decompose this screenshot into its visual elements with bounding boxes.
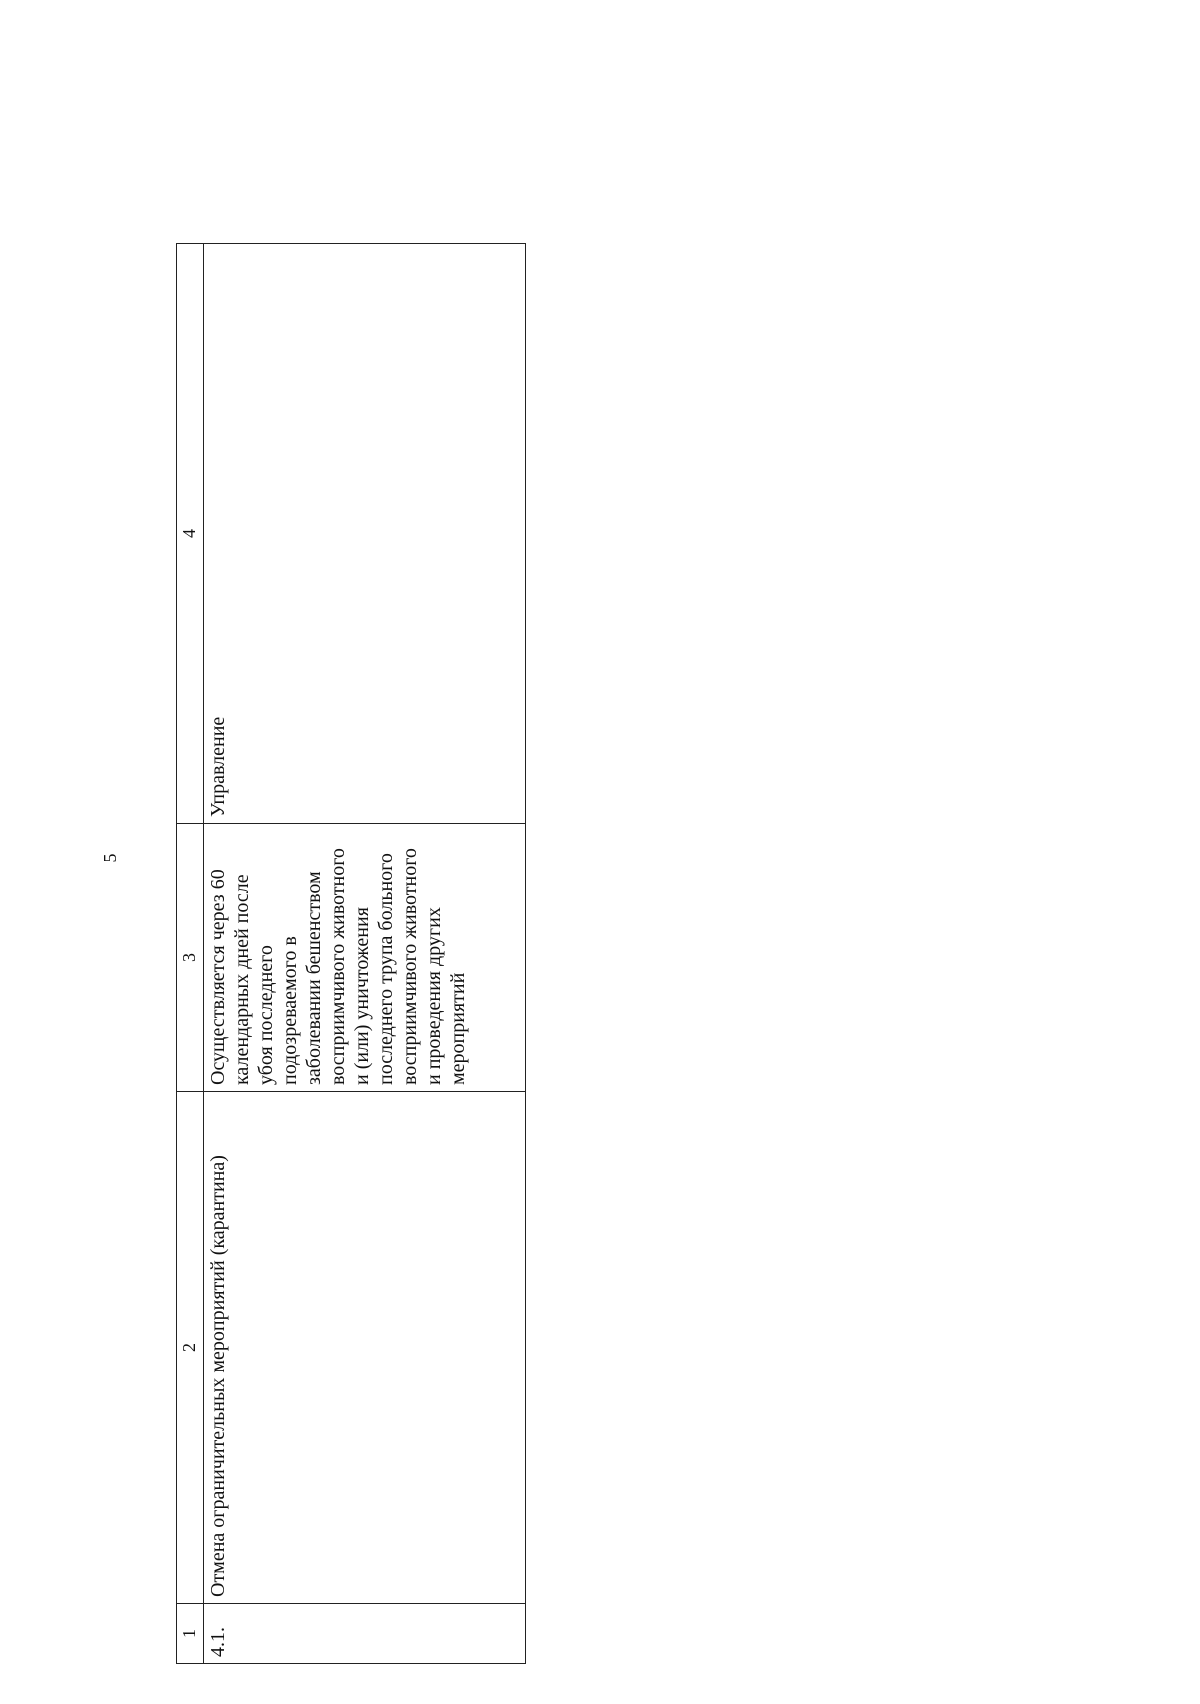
page-number: 5 [100,853,120,863]
deadline-text: Осуществляется через 60 календарных дней после убоя последнего подозреваемого в заболевании бешенством восприимчивого животного и (или) уничтожения последнего трупа больного восприимчивого животного и проведения других мероприятий [207,848,469,1085]
header-cell-3: 3 [177,824,204,1092]
measure-text: Отмена ограничительных мероприятий (карантина) [207,1155,229,1597]
deadline-cell [204,824,526,1092]
table-header-row [177,244,204,1664]
measure-cell [204,1092,526,1604]
measures-table [176,243,526,1664]
table-container [176,244,526,1664]
table-row [204,244,526,1664]
header-cell-1: 1 [177,1604,204,1664]
header-cell-4: 4 [177,244,204,824]
row-number: 4.1. [207,1627,229,1657]
responsible-text: Управление [207,716,229,817]
header-cell-2: 2 [177,1092,204,1604]
responsible-cell [204,244,526,824]
row-number-cell [204,1604,526,1664]
